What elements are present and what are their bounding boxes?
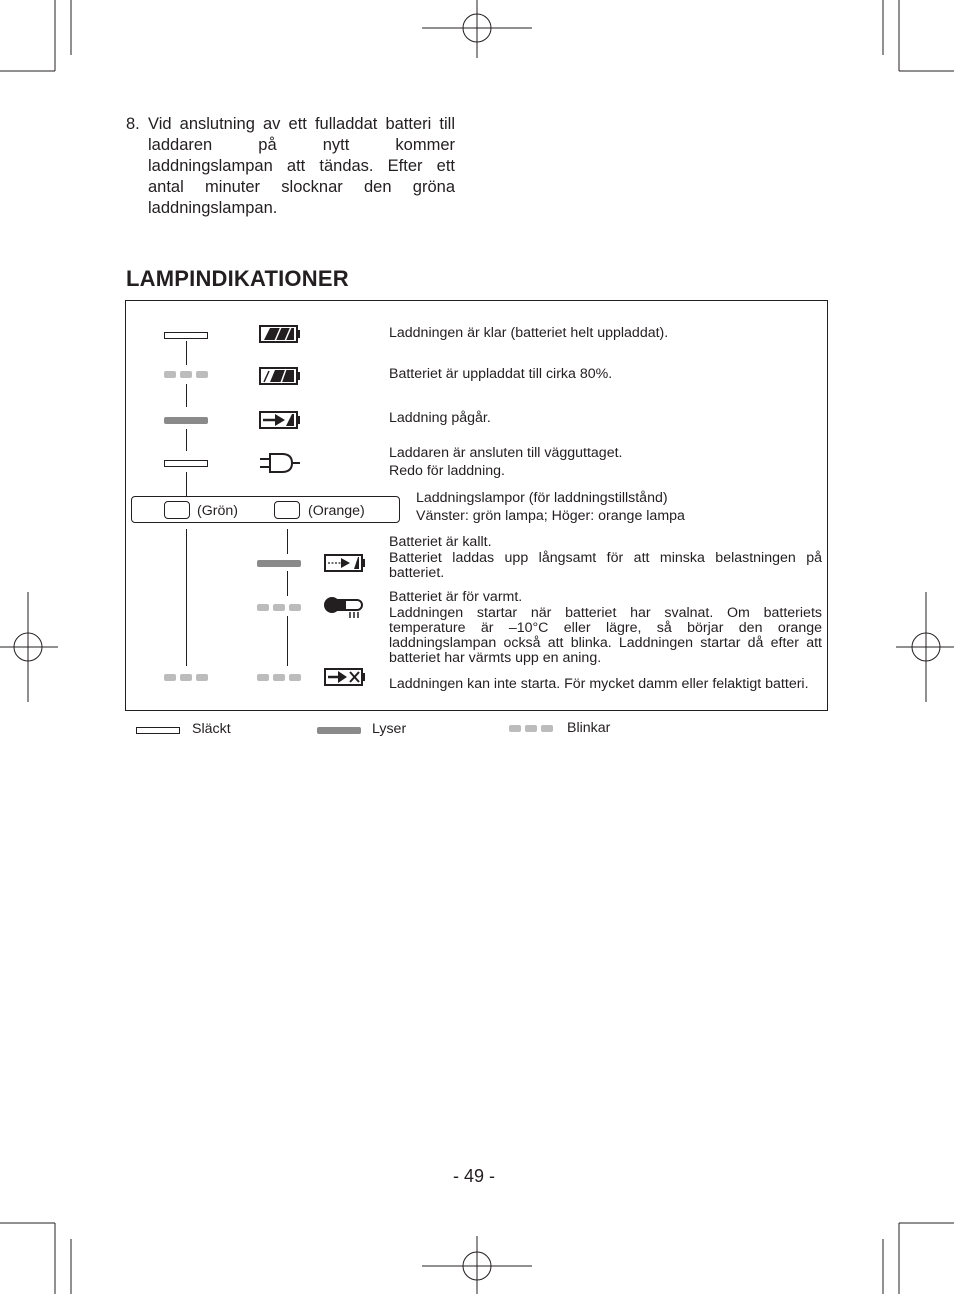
legend-blink-label: Blinkar (567, 720, 611, 736)
row-4-status-line1: Laddaren är ansluten till vägguttaget. (389, 445, 623, 461)
orange-lamp-square (274, 501, 300, 519)
lamp-legend-desc-line1: Laddningslampor (för laddningstillstånd) (416, 490, 668, 506)
connector-line (186, 384, 187, 407)
connector-line (287, 616, 288, 666)
connector-line (186, 341, 187, 365)
green-lamp-square (164, 501, 190, 519)
step-number: 8. (126, 115, 140, 133)
green-lamp-off (164, 332, 208, 339)
legend-blink-sample (509, 725, 553, 732)
cold-row-title: Batteriet är kallt. (389, 534, 492, 550)
error-row-text: Laddningen kan inte starta. För mycket damm eller felaktigt batteri. (389, 676, 809, 692)
green-lamp-label: (Grön) (197, 503, 238, 519)
connector-line (186, 472, 187, 496)
page-number: - 49 - (453, 1166, 496, 1186)
step-8 (126, 114, 455, 219)
hot-row-title: Batteriet är för varmt. (389, 589, 523, 605)
thermometer-icon (323, 594, 367, 620)
plug-icon (258, 452, 302, 474)
row-3-status: Laddning pågår. (389, 410, 491, 426)
connector-line (287, 529, 288, 554)
step-text: Vid anslutning av ett fulladdat batteri till laddaren på nytt kommer laddningslampan att tändas. Efter ett antal minuter slocknar den gröna laddningslampan. (148, 115, 455, 217)
orange-lamp-blink (257, 604, 301, 611)
lamp-legend-desc-line2: Vänster: grön lampa; Höger: orange lampa (416, 508, 685, 524)
battery-error-icon (323, 667, 367, 687)
battery-cold-icon (323, 553, 367, 573)
connector-line (186, 429, 187, 451)
connector-line (287, 571, 288, 596)
row-1-status: Laddningen är klar (batteriet helt uppladdat). (389, 325, 669, 341)
legend-off-sample (136, 727, 180, 734)
orange-lamp-blink (257, 674, 301, 681)
row-2-status: Batteriet är uppladdat till cirka 80%. (389, 366, 613, 382)
green-lamp-blink (164, 674, 208, 681)
connector-line (186, 529, 187, 666)
legend-on-label: Lyser (372, 721, 407, 737)
battery-charging-icon (258, 410, 302, 430)
battery-80-icon (258, 366, 302, 386)
orange-lamp-on (257, 560, 301, 567)
green-lamp-off (164, 460, 208, 467)
green-lamp-on (164, 417, 208, 424)
row-4-status-line2: Redo för laddning. (389, 463, 505, 479)
legend-on-sample (317, 727, 361, 734)
hot-row-text: Laddningen startar när batteriet har svalnat. Om batteriets temperature är –10°C eller lägre, så börjar den orange laddningslampan också att blinka. Laddningen startar då efter att batteriet har värmts upp en aning. (389, 605, 822, 666)
legend-off-label: Släckt (192, 721, 231, 737)
section-title: LAMPINDIKATIONER (126, 266, 349, 291)
green-lamp-blink (164, 371, 208, 378)
orange-lamp-label: (Orange) (308, 503, 365, 519)
cold-row-text: Batteriet laddas upp långsamt för att minska belastningen på batteriet. (389, 550, 822, 581)
battery-full-icon (258, 324, 302, 344)
